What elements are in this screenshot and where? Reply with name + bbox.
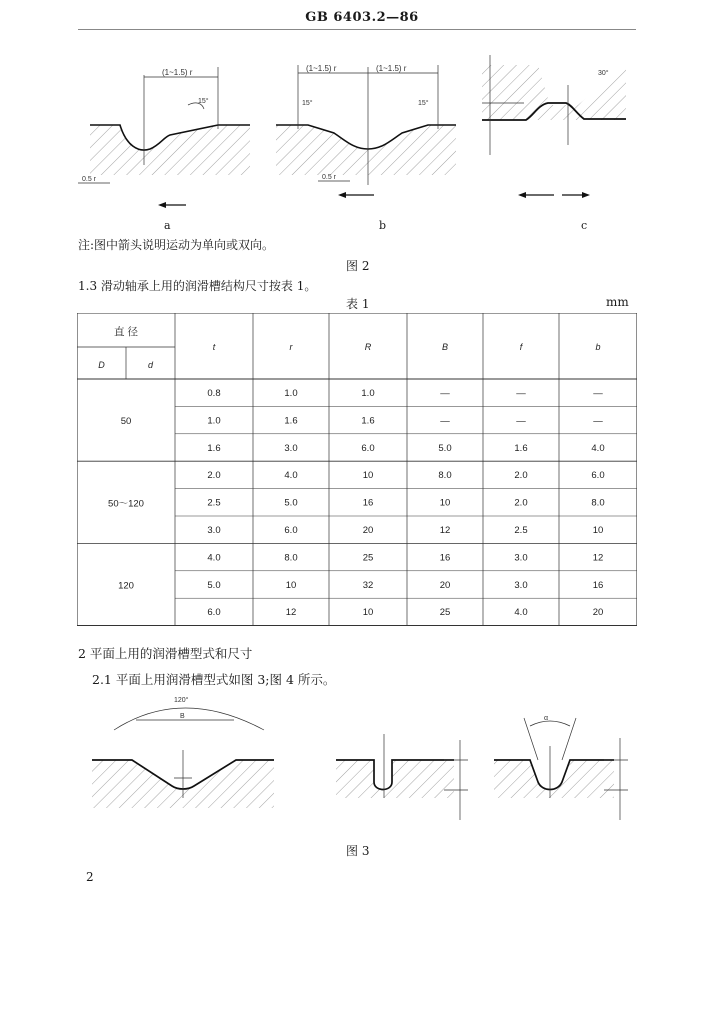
svg-text:15°: 15° [198, 98, 209, 105]
table-cell-value: 5.0 [207, 579, 221, 591]
table-cell-value: 8.0 [284, 552, 298, 564]
table-cell-value: 5.0 [438, 442, 452, 454]
table-cell-value: 6.0 [591, 470, 605, 482]
figure-3-drawings [84, 690, 630, 830]
table-1-caption: 表 1 [346, 297, 370, 311]
table-cell-value: 20 [439, 579, 451, 591]
table-cell-value: — [440, 415, 450, 427]
table-cell-value: — [593, 415, 603, 427]
svg-text:0.5 r: 0.5 r [322, 174, 337, 181]
table-cell-value: 25 [362, 552, 374, 564]
table-header-t: t [212, 342, 216, 352]
table-cell-value: 6.0 [361, 442, 375, 454]
table-cell-value: — [516, 415, 526, 427]
svg-text:30°: 30° [598, 70, 609, 77]
page-number: 2 [86, 870, 94, 884]
table-cell-diameter: 50～120 [108, 498, 144, 510]
figure-2b-diagram [276, 64, 456, 198]
table-cell-value: 12 [285, 607, 297, 619]
table-cell-value: 8.0 [591, 497, 605, 509]
svg-text:(1~1.5) r: (1~1.5) r [162, 68, 193, 77]
table-cell-value: 0.8 [207, 387, 221, 399]
table-cell-value: 1.6 [284, 415, 298, 427]
figure-3-left-diagram [92, 696, 274, 808]
table-cell-value: 6.0 [284, 524, 298, 536]
table-cell-value: 1.0 [284, 387, 298, 399]
figure-2c-diagram [482, 55, 626, 198]
table-cell-value: 8.0 [438, 470, 452, 482]
table-cell-value: 4.0 [514, 607, 528, 619]
figure-2c-label: c [581, 219, 588, 232]
table-cell-value: 2.0 [207, 470, 221, 482]
table-cell-value: 32 [362, 579, 374, 591]
table-cell-value: 10 [592, 524, 604, 536]
table-cell-value: 16 [439, 552, 451, 564]
svg-text:120°: 120° [174, 697, 189, 704]
table-cell-value: 10 [439, 497, 451, 509]
table-cell-value: 25 [439, 607, 451, 619]
table-cell-value: — [593, 387, 603, 399]
section-2-heading: 2 平面上用的润滑槽型式和尺寸 [78, 646, 253, 661]
table-1-unit: mm [606, 295, 629, 309]
table-cell-value: 1.6 [361, 415, 375, 427]
table-cell-value: 12 [439, 524, 451, 536]
svg-text:(1~1.5) r: (1~1.5) r [306, 64, 337, 73]
page-header: GB 6403.2—86 [305, 10, 419, 25]
section-1-3-text: 1.3 滑动轴承上用的润滑槽结构尺寸按表 1。 [78, 279, 317, 293]
table-cell-value: 4.0 [207, 552, 221, 564]
table-cell-value: — [516, 387, 526, 399]
svg-text:0.5 r: 0.5 r [82, 176, 97, 183]
svg-text:α: α [544, 715, 549, 722]
table-cell-value: 1.6 [514, 442, 528, 454]
table-header-D: D [98, 360, 105, 370]
table-1-grid [77, 313, 637, 626]
table-cell-value: 16 [592, 579, 604, 591]
svg-text:15°: 15° [418, 100, 429, 107]
table-header-f: f [519, 342, 523, 352]
section-2-1-text: 2.1 平面上用润滑槽型式如图 3;图 4 所示。 [92, 672, 336, 687]
table-cell-value: 12 [592, 552, 604, 564]
table-1 [77, 313, 637, 626]
table-header-d: d [147, 360, 154, 370]
table-cell-value: 10 [362, 470, 374, 482]
table-cell-value: 10 [285, 579, 297, 591]
table-cell-value: 1.0 [207, 415, 221, 427]
figure-3-middle-diagram [336, 734, 468, 820]
table-cell-value: 2.0 [514, 470, 528, 482]
table-cell-value: 6.0 [207, 607, 221, 619]
table-cell-value: 4.0 [591, 442, 605, 454]
table-cell-value: 20 [592, 607, 604, 619]
table-cell-value: 3.0 [514, 552, 528, 564]
figure-2a-label: a [164, 219, 171, 232]
table-cell-diameter: 50 [120, 416, 132, 428]
table-cell-value: 3.0 [284, 442, 298, 454]
table-header-r: r [289, 342, 293, 352]
table-header-B: B [441, 342, 449, 352]
table-cell-value: 4.0 [284, 470, 298, 482]
table-cell-value: 20 [362, 524, 374, 536]
table-cell-value: 3.0 [514, 579, 528, 591]
figure-3-caption: 图 3 [346, 844, 370, 858]
figure-2-note: 注:图中箭头说明运动为单向或双向。 [78, 238, 275, 252]
figure-2-drawings [78, 45, 638, 210]
svg-text:(1~1.5) r: (1~1.5) r [376, 64, 407, 73]
table-cell-value: 10 [362, 607, 374, 619]
table-header-R: R [364, 342, 372, 352]
table-header-b: b [595, 342, 601, 352]
figure-2a-diagram [78, 67, 250, 208]
table-cell-value: — [440, 387, 450, 399]
table-cell-value: 1.0 [361, 387, 375, 399]
table-cell-diameter: 120 [118, 580, 134, 592]
figure-2b-label: b [379, 219, 387, 232]
table-cell-value: 3.0 [207, 524, 221, 536]
svg-text:B: B [180, 713, 185, 720]
table-cell-value: 16 [362, 497, 374, 509]
svg-text:15°: 15° [302, 100, 313, 107]
table-cell-value: 2.0 [514, 497, 528, 509]
figure-2-caption: 图 2 [346, 259, 370, 273]
table-cell-value: 1.6 [207, 442, 221, 454]
table-cell-value: 5.0 [284, 497, 298, 509]
table-header-diameter: 直 径 [114, 326, 138, 338]
figure-3-right-diagram [494, 715, 628, 820]
header-rule [78, 29, 636, 30]
table-cell-value: 2.5 [514, 524, 528, 536]
table-cell-value: 2.5 [207, 497, 221, 509]
